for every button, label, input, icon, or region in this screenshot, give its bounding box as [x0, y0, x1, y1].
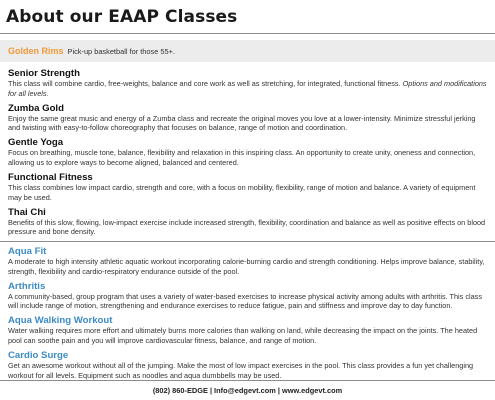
class-description: Focus on breathing, muscle tone, balance, flexibility and relaxation in this inspiring class. An opportunity to create unity, oneness and connection, allowing us to explore ways to become aligned, balanced and centered.	[8, 148, 476, 167]
class-description: A community-based, group program that uses a variety of water-based exercises to increase physical activity among adults with arthritis. This class will include range of motion, strengthening and endurance exercises to reduce fatigue, pain and stiffness and improve day to day function.	[8, 291, 482, 311]
class-item	[8, 207, 488, 237]
class-name: Gentle Yoga	[8, 137, 64, 149]
class-item	[8, 68, 488, 98]
class-description-text: This class will combine cardio, free-weights, balance and core work as well as stretching, for integrated, functional fitness.	[8, 79, 401, 88]
class-item	[8, 172, 488, 202]
class-item	[8, 246, 488, 276]
featured-class-description: Pick-up basketball for those 55+.	[67, 47, 175, 56]
class-item	[8, 315, 488, 345]
class-item	[8, 350, 488, 380]
class-description	[8, 79, 488, 98]
class-description: Get an awesome workout without all of the jumping. Make the most of low impact exercises in the pool. This class provides a fun yet challenging workout for all levels. Equipment such as noodles and aqua dumbbells may be used.	[8, 361, 474, 380]
class-name: Aqua Fit	[8, 246, 47, 257]
aqua-classes-section	[8, 246, 488, 385]
section-divider	[0, 241, 495, 242]
class-item	[8, 281, 488, 311]
page-title: About our EAAP Classes	[6, 7, 238, 27]
title-divider	[0, 33, 495, 34]
class-description: Enjoy the same great music and energy of a Zumba class and recreate the original moves you love at a lower-intensity. Minimize stressful jerking and twisting with easy-to-follow choreography that focuses on balance, range of motion and coordination.	[8, 113, 476, 133]
class-name: Arthritis	[8, 280, 46, 292]
class-description: Benefits of this slow, flowing, low-impact exercise include increased strength, flexibility, coordination and balance as well as positive effects on blood pressure and bone density.	[8, 217, 486, 237]
class-item	[8, 137, 488, 167]
class-name: Cardio Surge	[8, 350, 69, 362]
land-classes-section	[8, 68, 488, 241]
class-name: Zumba Gold	[8, 102, 64, 114]
class-item	[8, 103, 488, 133]
footer-contact: (802) 860-EDGE | Info@edgevt.com | www.edgevt.com	[152, 386, 343, 395]
class-note: Options and modifications for all levels.	[8, 79, 487, 98]
class-description: A moderate to high intensity athletic aquatic workout incorporating calorie-burning cardio and strength conditioning. Helps improve balance, stability, strength, flexibility and cardio-respiratory endurance outside of the pool.	[8, 257, 485, 276]
featured-class-name: Golden Rims	[8, 46, 64, 56]
class-name: Functional Fitness	[8, 172, 93, 184]
class-description: Water walking requires more effort and ultimately burns more calories than walking on land, while decreasing the impact on the joints. The heated pool can soothe pain and you will improve cardiovascular fitness, balance, and range of motion.	[8, 326, 478, 345]
class-name: Thai Chi	[8, 206, 46, 218]
footer-divider	[0, 380, 495, 381]
featured-class-banner	[0, 40, 495, 62]
class-description: This class combines low impact cardio, strength and core, with a focus on mobility, flexibility, range of motion and balance. A variety of equipment may be used.	[8, 183, 476, 202]
class-name: Senior Strength	[8, 68, 80, 79]
class-name: Aqua Walking Workout	[8, 315, 113, 327]
